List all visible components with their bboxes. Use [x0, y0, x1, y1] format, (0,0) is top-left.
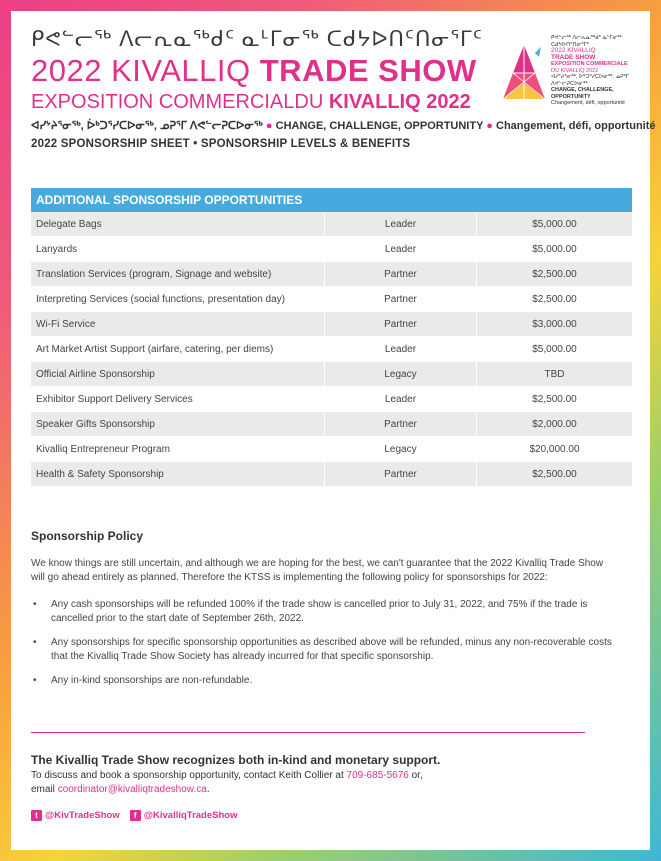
tagline-en: CHANGE, CHALLENGE, OPPORTUNITY: [275, 120, 484, 132]
table-cell-amount: $20,000.00: [529, 443, 580, 455]
email-link[interactable]: coordinator@kivalliqtradeshow.ca: [57, 784, 207, 795]
phone-link[interactable]: 709-685-5676: [346, 770, 409, 781]
divider: [31, 732, 585, 733]
table-cell-name: Lanyards: [31, 237, 325, 261]
table-cell-level: Leader: [325, 237, 477, 261]
table-cell-level: Leader: [325, 212, 477, 236]
logo-text: [551, 35, 643, 107]
table-row: [31, 312, 632, 337]
table-cell-name: Interpreting Services (social functions, presentation day): [31, 287, 325, 311]
table-row: [31, 462, 632, 487]
table-cell-name: Art Market Artist Support (airfare, catering, per diems): [31, 337, 325, 361]
logo-line-3: EXPOSITION COMMERCIALE: [551, 61, 628, 67]
twitter-icon[interactable]: t: [31, 810, 42, 821]
table-row: [31, 387, 632, 412]
table-cell-amount: $5,000.00: [532, 218, 577, 230]
table-cell-amount: $5,000.00: [532, 343, 577, 355]
email-prefix: email: [31, 784, 58, 795]
table-cell-level: Partner: [325, 287, 477, 311]
sponsorship-table: [31, 188, 632, 487]
table-cell-amount: $2,500.00: [532, 268, 577, 280]
table-cell-level: Legacy: [325, 437, 477, 461]
table-cell-name: Official Airline Sponsorship: [31, 362, 325, 386]
page-title: [31, 53, 477, 89]
table-cell-name: Translation Services (program, Signage and website): [31, 262, 325, 286]
page-subtitle: [31, 91, 471, 114]
page: [11, 11, 656, 850]
logo-line-4: DU KIVALLIQ 2022: [551, 67, 599, 74]
table-cell-level: Leader: [325, 387, 477, 411]
table-cell-amount: $3,000.00: [532, 318, 577, 330]
table-row: [31, 212, 632, 237]
title-prefix: 2022 KIVALLIQ: [31, 53, 260, 88]
table-cell-amount: $5,000.00: [532, 243, 577, 255]
table-row: [31, 287, 632, 312]
list-item: • Any sponsorships for specific sponsorship opportunities as described above will be refunded, minus any non-recoverable costs that the Kivalliq Trade Show Society has already incurred for that specific sponsorship.: [31, 636, 621, 664]
table-cell-name: Health & Safety Sponsorship: [31, 462, 325, 486]
bullet-dot-icon: ●: [486, 120, 493, 132]
table-cell-level: Partner: [325, 312, 477, 336]
subtitle-bold: KIVALLIQ 2022: [328, 91, 471, 113]
table-cell-name: Wi-Fi Service: [31, 312, 325, 336]
policy-intro: We know things are still uncertain, and although we are hoping for the best, we can't guarantee that the 2022 Kivalliq Trade Show will go ahead entirely as planned. Therefore the KTSS is implementing the following policy for sponsorships for 2022:: [31, 558, 604, 583]
table-cell-amount: $2,500.00: [532, 468, 577, 480]
table-cell-level: Partner: [325, 412, 477, 436]
bullet-dot-icon: ●: [265, 120, 273, 132]
tagline-syllabics: ᐊᓯᔾᔨᕐᓂᖅ, ᐆᒃᑐᕐᓯᑕᐅᓂᖅ, ᓄᕈᕐᒥ ᐱᕙᓪᓕᕈᑕᐅᓂᖅ: [31, 120, 263, 132]
trade-show-logo: [501, 35, 641, 127]
table-cell-amount: $2,000.00: [532, 418, 577, 430]
table-heading: ADDITIONAL SPONSORSHIP OPPORTUNITIES: [31, 188, 632, 212]
logo-line-1: 2022 KIVALLIQ: [551, 47, 596, 54]
table-cell-name: Exhibitor Support Delivery Services: [31, 387, 325, 411]
sheet-subheading: 2022 SPONSORSHIP SHEET • SPONSORSHIP LEVELS & BENEFITS: [31, 138, 411, 150]
twitter-handle[interactable]: @KivTradeShow: [45, 810, 120, 821]
header-syllabics: ᑭᕙᓪᓕᖅ ᐱᓕᕆᓇᖅᑯᑦ ᓇᒻᒥᓂᖅ ᑕᑯᔭᐅᑎᑦᑎᓂᕐᒥᑦ: [31, 28, 483, 51]
email-suffix: .: [206, 784, 210, 795]
triangle-logo-icon: [501, 43, 547, 101]
table-row: [31, 337, 632, 362]
table-cell-name: Speaker Gifts Sponsorship: [31, 412, 325, 436]
table-row: [31, 262, 632, 287]
table-cell-amount: $2,500.00: [532, 293, 577, 305]
table-cell-level: Legacy: [325, 362, 477, 386]
logo-line-7: Changement, défi, opportunité: [551, 100, 625, 106]
logo-line-2: TRADE SHOW: [551, 53, 596, 61]
tagline-fr: Changement, défi, opportunité: [496, 120, 656, 132]
table-cell-level: Partner: [325, 262, 477, 286]
table-row: [31, 237, 632, 262]
contact-info: [31, 769, 631, 797]
table-cell-level: Leader: [325, 337, 477, 361]
table-row: [31, 437, 632, 462]
logo-line-6: CHANGE, CHALLENGE, OPPORTUNITY: [551, 87, 614, 100]
facebook-handle[interactable]: @KivalliqTradeShow: [143, 810, 238, 821]
table-cell-name: Kivalliq Entrepreneur Program: [31, 437, 325, 461]
policy-bullets: [31, 598, 621, 698]
table-cell-level: Partner: [325, 462, 477, 486]
recognition-statement: The Kivalliq Trade Show recognizes both in-kind and monetary support.: [31, 753, 441, 767]
logo-line-5: ᐊᓯᔾᔨᕐᓂᖅ, ᐆᒃᑐᕐᓯᑕᐅᓂᖅ, ᓄᕈᕐᒥ ᐱᕙᓪᓕᕈᑕᐅᓂᖅ: [551, 74, 629, 87]
table-row: [31, 362, 632, 387]
contact-mid: or,: [408, 770, 423, 781]
subtitle-prefix: EXPOSITION COMMERCIALDU: [31, 91, 329, 113]
table-body: [31, 212, 632, 487]
logo-syllabics: ᑭᕙᓪᓕᖅ ᐱᓕᕆᓇᖅᑯᑦ ᓇᒻᒥᓂᖅ ᑕᑯᔭᐅᑎᑦᑎᓂᕐᒥᑦ: [551, 35, 622, 48]
social-links: [31, 810, 237, 821]
table-cell-name: Delegate Bags: [31, 212, 325, 236]
policy-title: Sponsorship Policy: [31, 529, 144, 543]
title-bold: TRADE SHOW: [259, 53, 477, 88]
table-row: [31, 412, 632, 437]
contact-prefix: To discuss and book a sponsorship opportunity, contact Keith Collier at: [31, 770, 347, 781]
table-cell-amount: TBD: [544, 368, 565, 380]
list-item: • Any in-kind sponsorships are non-refundable.: [31, 674, 621, 688]
list-item: • Any cash sponsorships will be refunded 100% if the trade show is cancelled prior to July 31, 2022, and 75% if the trade is cancelled prior to the start date of September 26th, 2022.: [31, 598, 621, 626]
facebook-icon[interactable]: f: [130, 810, 141, 821]
table-cell-amount: $2,500.00: [532, 393, 577, 405]
